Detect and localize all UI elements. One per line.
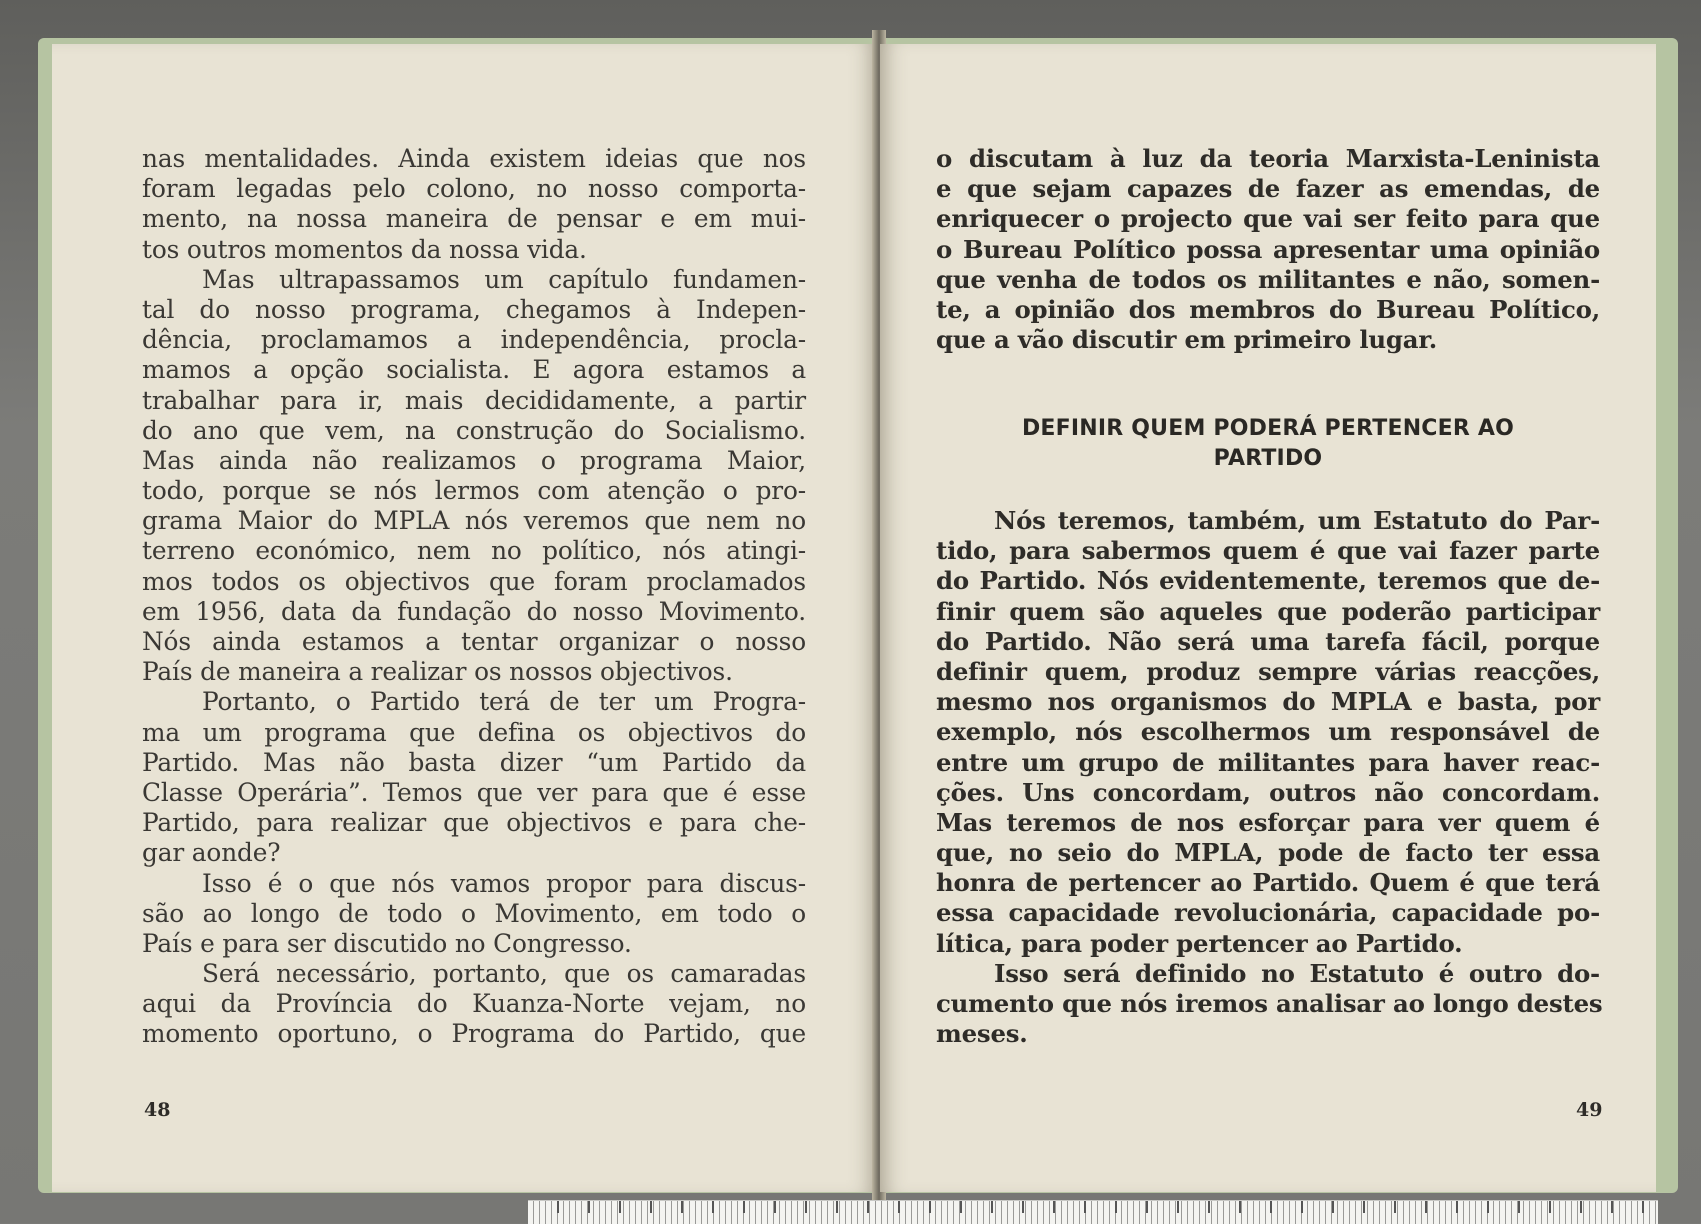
text-line: todo, porque se nós lermos com atenção o pro- (142, 476, 806, 506)
text-line: exemplo, nós escolhermos um responsável de (936, 717, 1600, 747)
text-line: o Bureau Político possa apresentar uma opinião (936, 234, 1600, 264)
page-number-right: 49 (1576, 1099, 1603, 1121)
section-heading-line-2: PARTIDO (1213, 446, 1323, 471)
left-page-text (142, 144, 806, 1050)
text-line: Partido. Mas não basta dizer “um Partido da (142, 747, 806, 777)
text-line: momento oportuno, o Programa do Partido, que (142, 1019, 806, 1049)
text-line: Isso será definido no Estatuto é outro do- (994, 958, 1600, 988)
text-line: Nós ainda estamos a tentar organizar o nosso (142, 627, 806, 656)
text-line: País de maneira a realizar os nossos objectivos. (142, 657, 733, 687)
text-line: tos outros momentos da nossa vida. (142, 234, 587, 264)
right-page-text-top (936, 144, 1600, 355)
right-page-text-bottom (936, 506, 1603, 1049)
text-line: terreno económico, nem no político, nós atingi- (142, 536, 806, 566)
text-line: nas mentalidades. Ainda existem ideias que nos (142, 144, 806, 173)
text-line: aqui da Província do Kuanza-Norte vejam, no (142, 989, 806, 1019)
text-line: Mas ultrapassamos um capítulo fundamen- (202, 264, 806, 294)
text-line: Mas teremos de nos esforçar para ver quem é (936, 807, 1600, 837)
text-line: Mas ainda não realizamos o programa Maior, (142, 445, 806, 475)
text-line: Classe Operária”. Temos que ver para que é esse (142, 777, 806, 807)
text-line: mos todos os objectivos que foram proclamados (142, 566, 806, 596)
section-heading (936, 414, 1600, 474)
text-line: são ao longo de todo o Movimento, em todo o (142, 898, 806, 928)
text-line: ções. Uns concordam, outros não concordam. (936, 777, 1600, 807)
page-number-left: 48 (144, 1099, 171, 1121)
text-line: do Partido. Nós evidentemente, teremos que de- (936, 566, 1600, 596)
text-line: que venha de todos os militantes e não, somen- (936, 264, 1600, 294)
text-line: mesmo nos organismos do MPLA e basta, por (936, 687, 1600, 717)
text-line: em 1956, data da fundação do nosso Movimento. (142, 596, 806, 626)
left-page (52, 44, 876, 1192)
text-line: grama Maior do MPLA nós veremos que nem no (142, 506, 806, 536)
text-line: ma um programa que defina os objectivos do (142, 717, 806, 747)
section-heading-line-1: DEFINIR QUEM PODERÁ PERTENCER AO (1021, 416, 1515, 441)
text-line: que a vão discutir em primeiro lugar. (936, 325, 1438, 355)
text-line: Partido, para realizar que objectivos e para che- (142, 808, 806, 838)
text-line: enriquecer o projecto que vai ser feito para que (936, 204, 1600, 234)
text-line: que, no seio do MPLA, pode de facto ter essa (936, 838, 1600, 868)
text-line: honra de pertencer ao Partido. Quem é que terá (936, 868, 1600, 898)
text-line: e que sejam capazes de fazer as emendas, de (936, 174, 1600, 204)
text-line: cumento que nós iremos analisar ao longo destes (936, 989, 1603, 1018)
text-line: País e para ser discutido no Congresso. (142, 928, 632, 958)
text-line: do ano que vem, na construção do Socialismo. (142, 415, 806, 445)
text-line: finir quem são aqueles que poderão participar (936, 596, 1600, 626)
text-line: mento, na nossa maneira de pensar e em mui- (142, 204, 806, 234)
text-line: do Partido. Não será uma tarefa fácil, porque (936, 626, 1600, 656)
text-line: Isso é o que nós vamos propor para discus- (202, 868, 806, 898)
text-line: tal do nosso programa, chegamos à Indepen- (142, 294, 806, 324)
text-line: essa capacidade revolucionária, capacidade po- (936, 898, 1600, 928)
ruler-major-ticks (528, 1201, 1658, 1213)
right-page (880, 44, 1656, 1192)
text-line: entre um grupo de militantes para haver reac- (936, 747, 1600, 777)
text-line: o discutam à luz da teoria Marxista-Leninista (936, 144, 1600, 173)
text-line: lítica, para poder pertencer ao Partido. (936, 928, 1463, 958)
text-line: Portanto, o Partido terá de ter um Progra- (202, 687, 806, 717)
text-line: dência, proclamamos a independência, procla- (142, 325, 806, 355)
text-line: Nós teremos, também, um Estatuto do Par- (994, 506, 1600, 535)
text-line: mamos a opção socialista. E agora estamos a (142, 355, 806, 385)
text-line: tido, para sabermos quem é que vai fazer parte (936, 536, 1600, 566)
text-line: foram legadas pelo colono, no nosso comporta- (142, 174, 806, 204)
text-line: trabalhar para ir, mais decididamente, a partir (142, 385, 806, 415)
text-line: meses. (936, 1019, 1028, 1049)
text-line: Será necessário, portanto, que os camaradas (202, 959, 806, 989)
text-line: gar aonde? (142, 838, 281, 868)
scale-ruler (528, 1200, 1658, 1224)
text-line: te, a opinião dos membros do Bureau Político, (936, 294, 1600, 324)
text-line: definir quem, produz sempre várias reacções, (936, 656, 1600, 686)
